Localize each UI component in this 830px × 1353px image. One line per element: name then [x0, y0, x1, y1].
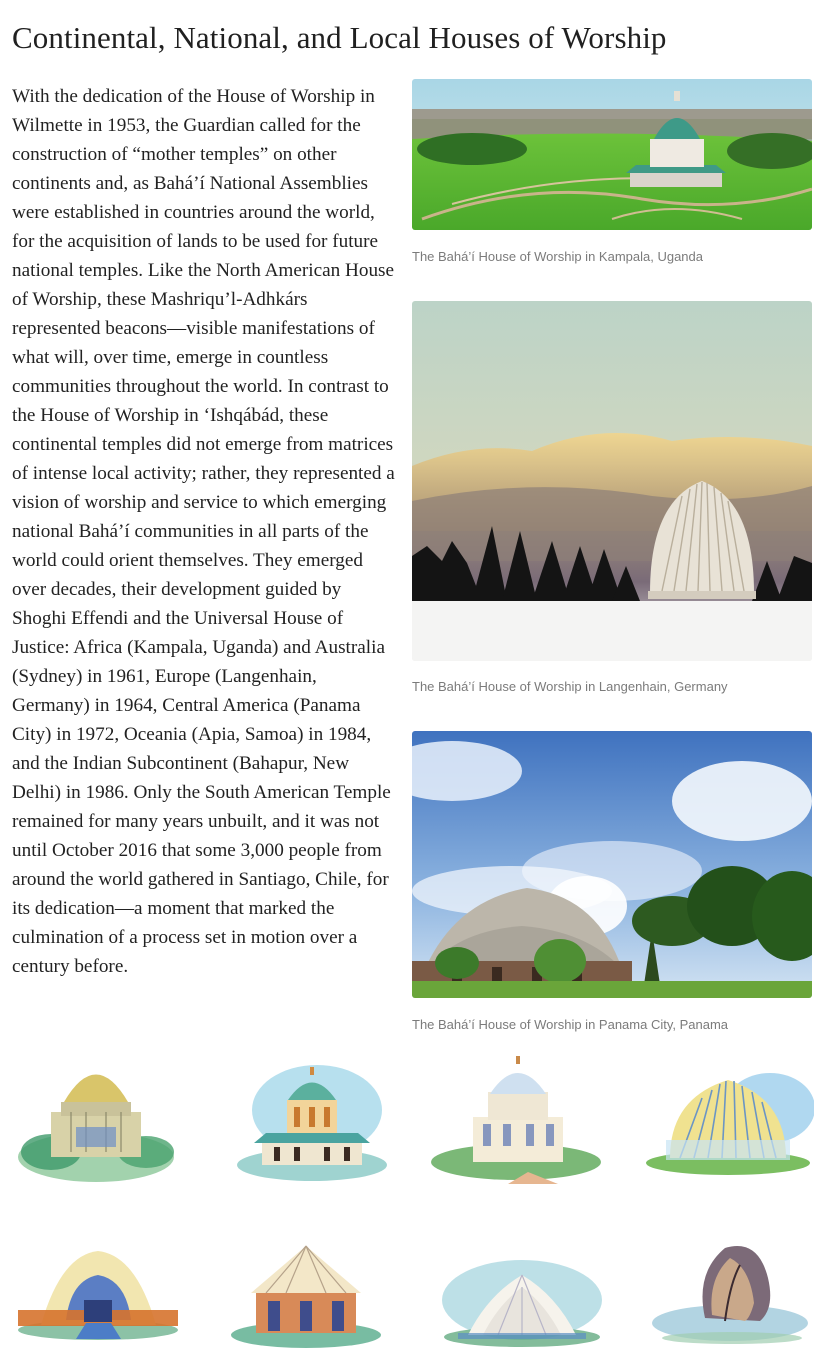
body-text-part-2: represented beacons—visible manifestations of what will, over time, emerge in countless communities throughout the world. In contrast to the House of Worship in — [12, 318, 389, 426]
caption-panama: The Bahá’í House of Worship in Panama City, Panama — [412, 1017, 729, 1032]
caption-kampala: The Bahá’í House of Worship in Kampala, Uganda — [412, 249, 703, 264]
body-text-part-1: With the dedication of the House of Worship in Wilmette in 1953, the Guardian called for the construction of “mother temples” on other continents and, as Bahá’í National Assemblies were established in countries around the world, for the acquisition of lands to be used for future national temples. Like the North American House of Worship, these — [12, 86, 395, 310]
page-title: Continental, National, and Local Houses of Worship — [12, 20, 667, 55]
illustration-wilmette — [16, 1052, 176, 1187]
body-text-part-3: , these continental temples did not emerge from matrices of intense local activity; rather, they represented a vision of worship and service to which emerging national Bahá’í communities in all parts of the world could orient themselves. They emerged over decades, their development guided by Shoghi Effendi and the Universal House of Justice: Africa (Kampala, Uganda) and Australia (Sydney) in 1961, Europe (Langenhain, Germany) in 1964, Central America (Panama City) in 1972, Oceania (Apia, Samoa) in 1984, and the Indian Subcontinent (Bahapur, New Delhi) in 1986. Only the South American Temple remained for many years unbuilt, and it was not until October 2016 that some 3,000 people from around the world gathered in Santiago, Chile, for its dedication—a moment that marked the culmination of a process set in motion over a century before. — [12, 405, 395, 977]
photo-kampala[interactable] — [412, 79, 812, 230]
article-body — [12, 82, 398, 981]
illustration-santiago — [650, 1243, 812, 1353]
term-mashriqul-adhkar: Mashriqu’l-Adhkárs — [150, 289, 308, 310]
illustration-langenhain — [642, 1068, 814, 1178]
illustration-sydney — [428, 1052, 603, 1187]
photo-langenhain[interactable] — [412, 301, 812, 661]
photo-panama-image — [412, 731, 812, 998]
photo-kampala-image — [412, 79, 812, 230]
illustration-kampala — [232, 1055, 392, 1185]
term-ishqabad: ‘Ishqábád — [203, 405, 280, 426]
illustration-panama — [16, 1245, 181, 1340]
caption-langenhain: The Bahá’í House of Worship in Langenhain, Germany — [412, 679, 728, 694]
photo-langenhain-image — [412, 301, 812, 661]
illustration-new-delhi — [438, 1255, 606, 1347]
photo-panama[interactable] — [412, 731, 812, 998]
illustration-samoa — [226, 1243, 384, 1348]
